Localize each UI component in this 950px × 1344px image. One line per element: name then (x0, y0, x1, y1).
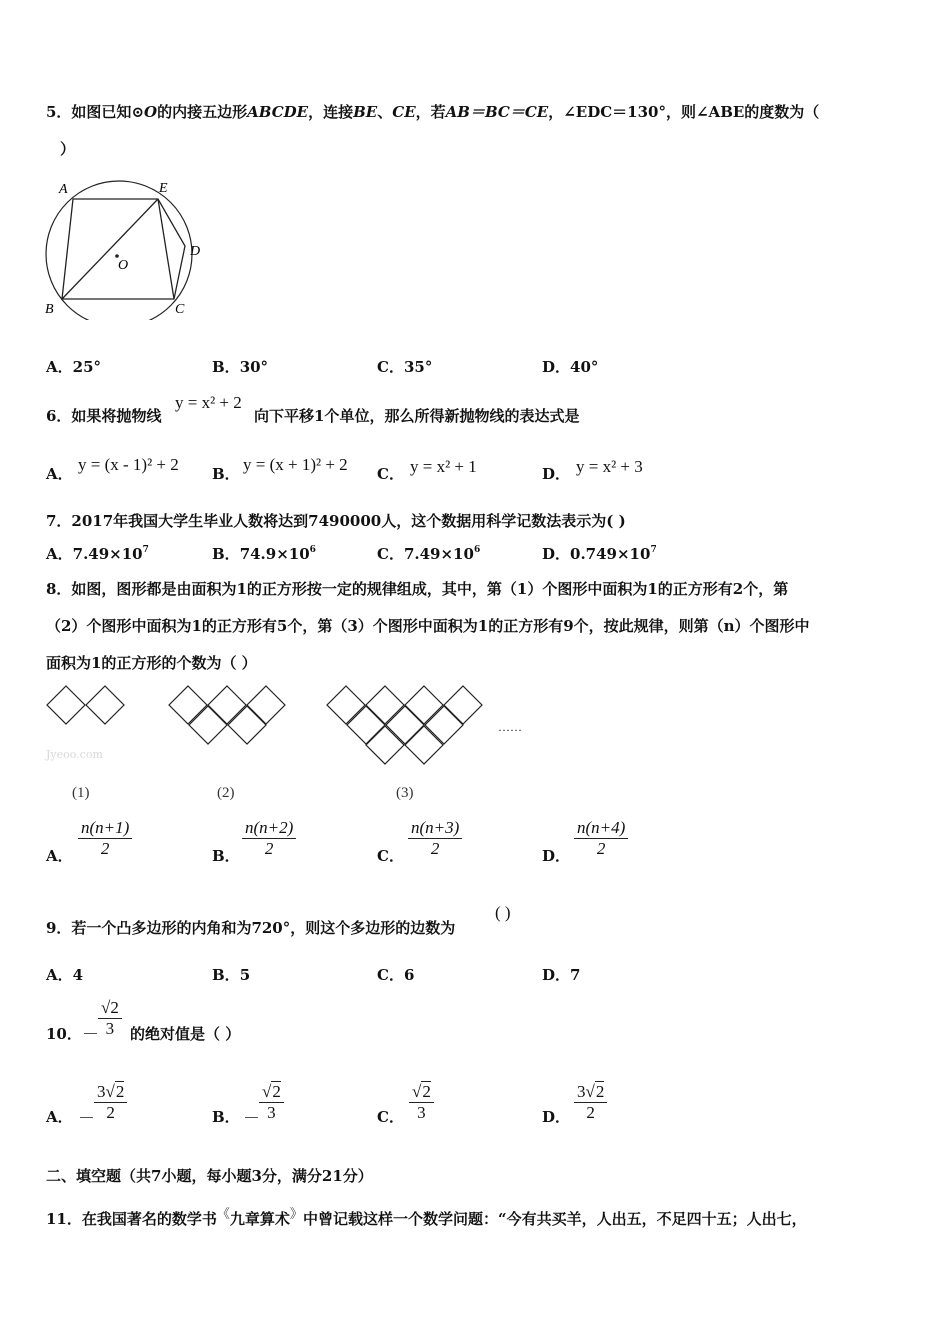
q10-option-c-fraction[interactable]: $\frac{√2}{3}$ (409, 1082, 434, 1123)
square (386, 706, 424, 744)
q10-option-a-letter[interactable]: A． (46, 1108, 73, 1126)
q5-stem-line1: 5．如图已知⊙O的内接五边形ABCDE，连接BE、CE，若AB＝BC＝CE，∠EDC＝130°，则∠ABE的度数为（ (46, 103, 820, 121)
ellipsis: …… (498, 720, 522, 734)
q8-stem-line1: 8．如图，图形都是由面积为1的正方形按一定的规律组成，其中，第（1）个图形中面积为1的正方形有2个，第 (46, 580, 789, 598)
q8-option-b-letter[interactable]: B． (212, 847, 240, 865)
square (47, 686, 85, 724)
q7-option-b[interactable]: B．$74.9\times 10^6$ (212, 545, 316, 563)
label-a: A (59, 182, 68, 197)
segment-be (62, 199, 158, 299)
q9-paren: ( ) (495, 903, 511, 922)
q6-stem-prefix: 6．如果将抛物线 (46, 407, 162, 425)
q5-option-c[interactable]: C．35° (377, 358, 433, 376)
q6-option-b-letter[interactable]: B． (212, 465, 240, 483)
q10-option-b-fraction[interactable]: $\frac{√2}{3}$ (259, 1082, 284, 1123)
q6-option-a-expr[interactable]: y = (x - 1)² + 2 (78, 455, 179, 474)
q5-option-a[interactable]: A．25° (46, 358, 102, 376)
q6-option-d-letter[interactable]: D． (542, 465, 571, 483)
square (366, 686, 404, 724)
q9-option-c[interactable]: C．6 (377, 966, 415, 984)
q8-option-b-fraction[interactable]: $\frac{n(n+2)}{2}$ (242, 818, 296, 859)
q9-option-a[interactable]: A．4 (46, 966, 84, 984)
section-2-title: 二、填空题（共7小题，每小题3分，满分21分） (46, 1167, 373, 1185)
pattern-2 (169, 686, 285, 744)
q10-fraction: $\frac{√2}{3}$ (98, 998, 122, 1039)
label-o: O (118, 258, 129, 273)
label-d: D (190, 244, 201, 259)
square (228, 706, 266, 744)
caption-1: (1) (72, 785, 90, 801)
label-b: B (45, 302, 54, 317)
q5-option-b[interactable]: B．30° (212, 358, 269, 376)
q10-option-a-sign[interactable]: － (78, 1109, 95, 1128)
q7-option-c[interactable]: C．$7.49\times 10^6$ (377, 545, 481, 563)
square (189, 706, 227, 744)
square (169, 686, 207, 724)
q7-option-a[interactable]: A．$7.49\times 10^7$ (46, 545, 149, 563)
q6-option-b-expr[interactable]: y = (x + 1)² + 2 (243, 455, 348, 474)
q7-stem: 7．2017年我国大学生毕业人数将达到7490000人，这个数据用科学记数法表示为( ) (46, 512, 626, 530)
square (347, 706, 385, 744)
q10-option-b-sign[interactable]: － (243, 1109, 260, 1128)
q6-formula: y = x² + 2 (175, 393, 242, 412)
square (444, 686, 482, 724)
q6-option-c-letter[interactable]: C． (377, 465, 404, 483)
square (405, 686, 443, 724)
watermark: Jyeoo.com (46, 748, 103, 761)
q5-stem-line2: ） (60, 140, 76, 158)
q6-option-a-letter[interactable]: A． (46, 465, 73, 483)
square (86, 686, 124, 724)
q10-option-d-fraction[interactable]: $\frac{3√2}{2}$ (574, 1082, 607, 1123)
q10-minus: － (82, 1025, 99, 1044)
q10-stem-suffix: 的绝对值是（ ） (130, 1025, 241, 1043)
q6-option-c-expr[interactable]: y = x² + 1 (410, 457, 477, 476)
q9-stem: 9．若一个凸多边形的内角和为720°，则这个多边形的边数为 (46, 919, 456, 937)
label-c: C (175, 302, 185, 317)
q5-option-d[interactable]: D．40° (542, 358, 599, 376)
q8-option-c-letter[interactable]: C． (377, 847, 404, 865)
q8-option-d-letter[interactable]: D． (542, 847, 571, 865)
q8-option-d-fraction[interactable]: $\frac{n(n+4)}{2}$ (574, 818, 628, 859)
square (425, 706, 463, 744)
q10-option-a-fraction[interactable]: $\frac{3√2}{2}$ (94, 1082, 127, 1123)
caption-2: (2) (217, 785, 235, 801)
q11-stem: 11．在我国著名的数学书《九章算术》中曾记载这样一个数学问题：“今有共买羊，人出五，不足四十五；人出七， (46, 1207, 807, 1228)
q8-squares-figure (40, 680, 540, 770)
label-e: E (159, 181, 168, 196)
caption-3: (3) (396, 785, 414, 801)
q8-stem-line2: （2）个图形中面积为1的正方形有5个，第（3）个图形中面积为1的正方形有9个，按此规律，则第（n）个图形中 (46, 617, 810, 635)
q10-option-d-letter[interactable]: D． (542, 1108, 571, 1126)
q8-option-a-letter[interactable]: A． (46, 847, 73, 865)
square (208, 686, 246, 724)
q7-option-d[interactable]: D．$0.749\times 10^7$ (542, 545, 657, 563)
pattern-1 (47, 686, 124, 724)
q8-option-c-fraction[interactable]: $\frac{n(n+3)}{2}$ (408, 818, 462, 859)
q5-circle-figure (40, 175, 210, 320)
q9-option-d[interactable]: D．7 (542, 966, 581, 984)
q6-option-d-expr[interactable]: y = x² + 3 (576, 457, 643, 476)
q10-option-b-letter[interactable]: B． (212, 1108, 240, 1126)
square (247, 686, 285, 724)
pattern-3 (327, 686, 482, 764)
q9-option-b[interactable]: B．5 (212, 966, 251, 984)
q6-stem-suffix: 向下平移1个单位，那么所得新抛物线的表达式是 (254, 407, 580, 425)
square (405, 726, 443, 764)
square (366, 726, 404, 764)
q10-number: 10． (46, 1025, 82, 1043)
square (327, 686, 365, 724)
q8-option-a-fraction[interactable]: $\frac{n(n+1)}{2}$ (78, 818, 132, 859)
q10-option-c-letter[interactable]: C． (377, 1108, 404, 1126)
q8-stem-line3: 面积为1的正方形的个数为（ ） (46, 654, 257, 672)
